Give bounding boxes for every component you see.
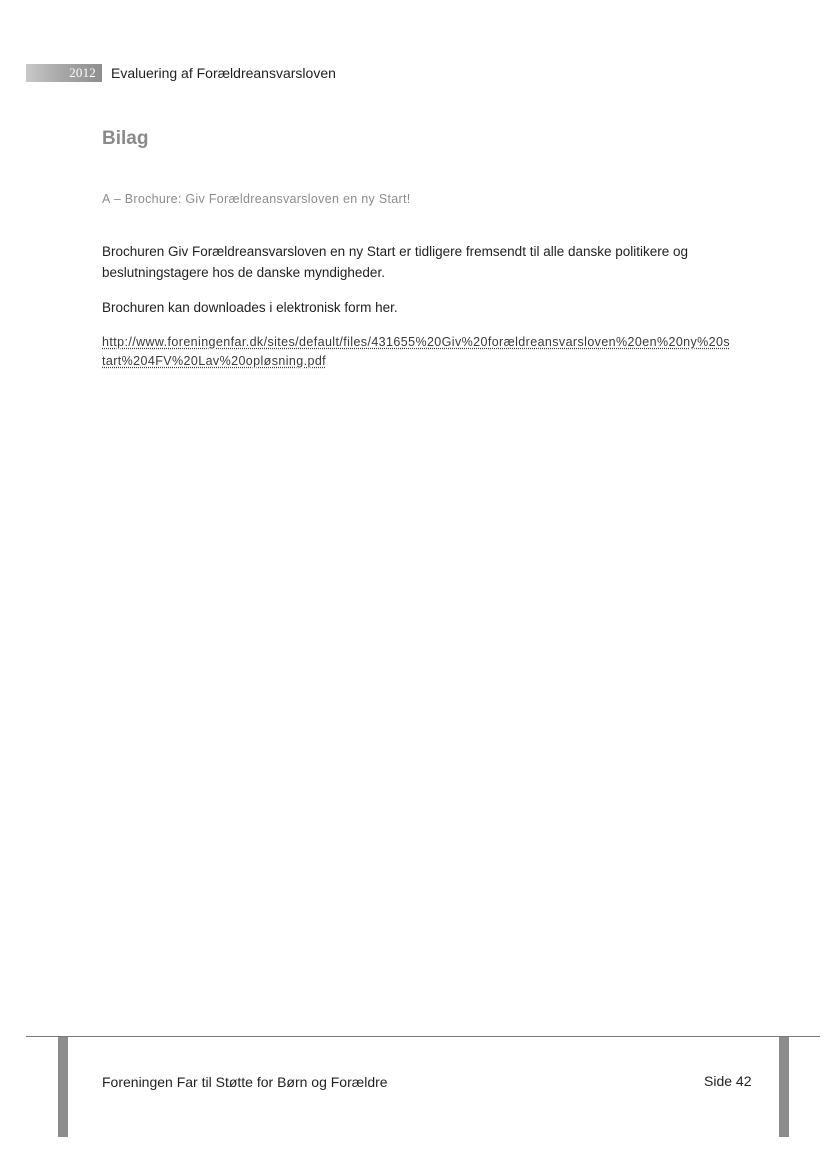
- header-title: Evaluering af Forældreansvarsloven: [111, 65, 336, 81]
- footer-bar-left: [58, 1037, 68, 1137]
- brochure-download-link[interactable]: [102, 333, 752, 371]
- page-header: [26, 63, 336, 83]
- link-line-1[interactable]: http://www.foreningenfar.dk/sites/default/files/431655%20Giv%20forældreansvarsloven%20en%20ny%20s: [102, 335, 731, 349]
- subsection-title: A – Brochure: Giv Forældreansvarsloven en ny Start!: [102, 192, 411, 206]
- footer-organization: Foreningen Far til Støtte for Børn og Forældre: [102, 1074, 388, 1090]
- paragraph-download-note: Brochuren kan downloades i elektronisk form her.: [102, 300, 398, 315]
- year-badge: 2012: [26, 64, 102, 82]
- page-number: Side 42: [704, 1073, 752, 1089]
- paragraph-brochure-description: Brochuren Giv Forældreansvarsloven en ny Start er tidligere fremsendt til alle danske politikere og beslutningstagere hos de danske myndigheder.: [102, 244, 689, 280]
- link-line-2[interactable]: tart%204FV%20Lav%20opløsning.pdf: [102, 354, 327, 368]
- section-title: Bilag: [102, 128, 149, 149]
- footer-bar-right: [779, 1037, 789, 1137]
- footer-divider: [26, 1036, 820, 1037]
